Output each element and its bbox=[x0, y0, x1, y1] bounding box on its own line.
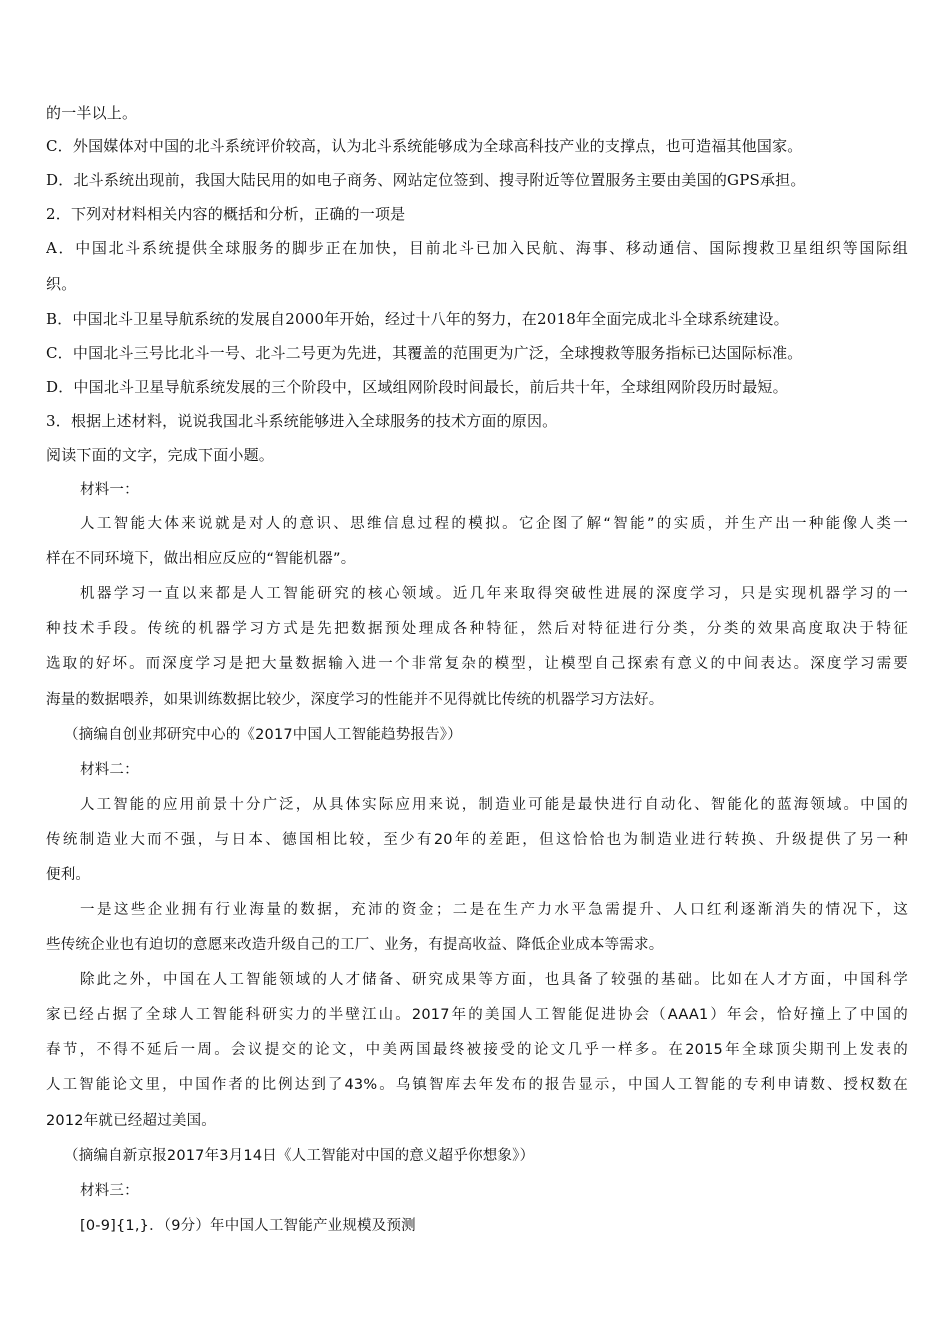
material-2-heading: 材料二： bbox=[80, 762, 139, 778]
source-note-2: （摘编自新京报2017年3月14日《人工智能对中国的意义超乎你想象》） bbox=[64, 1148, 535, 1164]
text-line: 除此之外，中国在人工智能领域的人才储备、研究成果等方面，也具备了较强的基础。比如在人才方面，中国科学 bbox=[80, 972, 908, 988]
source-note-1: （摘编自创业邦研究中心的《2017中国人工智能趋势报告》） bbox=[64, 727, 462, 743]
option-d-q2: D．中国北斗卫星导航系统发展的三个阶段中，区域组网阶段时间最长，前后共十年，全球组网阶段历时最短。 bbox=[46, 378, 788, 396]
text-line: 些传统企业也有迫切的意愿来改造升级自己的工厂、业务，有提高收益、降低企业成本等需求。 bbox=[46, 937, 664, 953]
text-line: 2012年就已经超过美国。 bbox=[46, 1113, 217, 1129]
text-line: 选取的好坏。而深度学习是把大量数据输入进一个非常复杂的模型，让模型自己探索有意义的中间表达。深度学习需要 bbox=[46, 656, 908, 672]
text-line: 春节，不得不延后一周。会议提交的论文，中美两国最终被接受的论文几乎一样多。在2015年全球顶尖期刊上发表的 bbox=[46, 1042, 908, 1058]
text-line: 织。 bbox=[46, 275, 77, 293]
question-3: 3．根据上述材料，说说我国北斗系统能够进入全球服务的技术方面的原因。 bbox=[46, 412, 558, 430]
option-d-q1: D．北斗系统出现前，我国大陆民用的如电子商务、网站定位签到、搜寻附近等位置服务主要由美国的GPS承担。 bbox=[46, 171, 806, 189]
option-b-q2: B．中国北斗卫星导航系统的发展自2000年开始，经过十八年的努力，在2018年全面完成北斗全球系统建设。 bbox=[46, 310, 789, 328]
text-line: 便利。 bbox=[46, 867, 91, 883]
text-line: 海量的数据喂养，如果训练数据比较少，深度学习的性能并不见得就比传统的机器学习方法好。 bbox=[46, 692, 664, 708]
reading-instruction: 阅读下面的文字，完成下面小题。 bbox=[46, 446, 275, 464]
option-c-q2: C．中国北斗三号比北斗一号、北斗二号更为先进，其覆盖的范围更为广泛，全球搜救等服务指标已达国际标准。 bbox=[46, 344, 803, 362]
option-a-q2: A．中国北斗系统提供全球服务的脚步正在加快，目前北斗已加入民航、海事、移动通信、国际搜救卫星组织等国际组 bbox=[46, 239, 908, 257]
text-line: 人工智能大体来说就是对人的意识、思维信息过程的模拟。它企图了解“智能”的实质，并生产出一种能像人类一 bbox=[80, 516, 908, 532]
text-line: 人工智能论文里，中国作者的比例达到了43%。乌镇智库去年发布的报告显示，中国人工智能的专利申请数、授权数在 bbox=[46, 1077, 908, 1093]
text-line: 的一半以上。 bbox=[46, 104, 138, 122]
text-line: 机器学习一直以来都是人工智能研究的核心领域。近几年来取得突破性进展的深度学习，只是实现机器学习的一 bbox=[80, 586, 908, 602]
text-line: 传统制造业大而不强，与日本、德国相比较，至少有20年的差距，但这恰恰也为制造业进行转换、升级提供了另一种 bbox=[46, 832, 908, 848]
chart-caption: [0-9]{1,}．（9分）年中国人工智能产业规模及预测 bbox=[80, 1218, 416, 1234]
material-3-heading: 材料三： bbox=[80, 1183, 139, 1199]
text-line: 人工智能的应用前景十分广泛，从具体实际应用来说，制造业可能是最快进行自动化、智能化的蓝海领域。中国的 bbox=[80, 797, 908, 813]
option-c-q1: C．外国媒体对中国的北斗系统评价较高，认为北斗系统能够成为全球高科技产业的支撑点，也可造福其他国家。 bbox=[46, 137, 803, 155]
text-line: 家已经占据了全球人工智能科研实力的半壁江山。2017年的美国人工智能促进协会（AAA1）年会，恰好撞上了中国的 bbox=[46, 1007, 908, 1023]
text-line: 一是这些企业拥有行业海量的数据，充沛的资金；二是在生产力水平急需提升、人口红利逐渐消失的情况下，这 bbox=[80, 902, 908, 918]
material-1-heading: 材料一： bbox=[80, 482, 139, 498]
question-2: 2．下列对材料相关内容的概括和分析，正确的一项是 bbox=[46, 205, 406, 223]
text-line: 样在不同环境下，做出相应反应的“智能机器”。 bbox=[46, 551, 356, 567]
text-line: 种技术手段。传统的机器学习方式是先把数据预处理成各种特征，然后对特征进行分类，分类的效果高度取决于特征 bbox=[46, 621, 908, 637]
